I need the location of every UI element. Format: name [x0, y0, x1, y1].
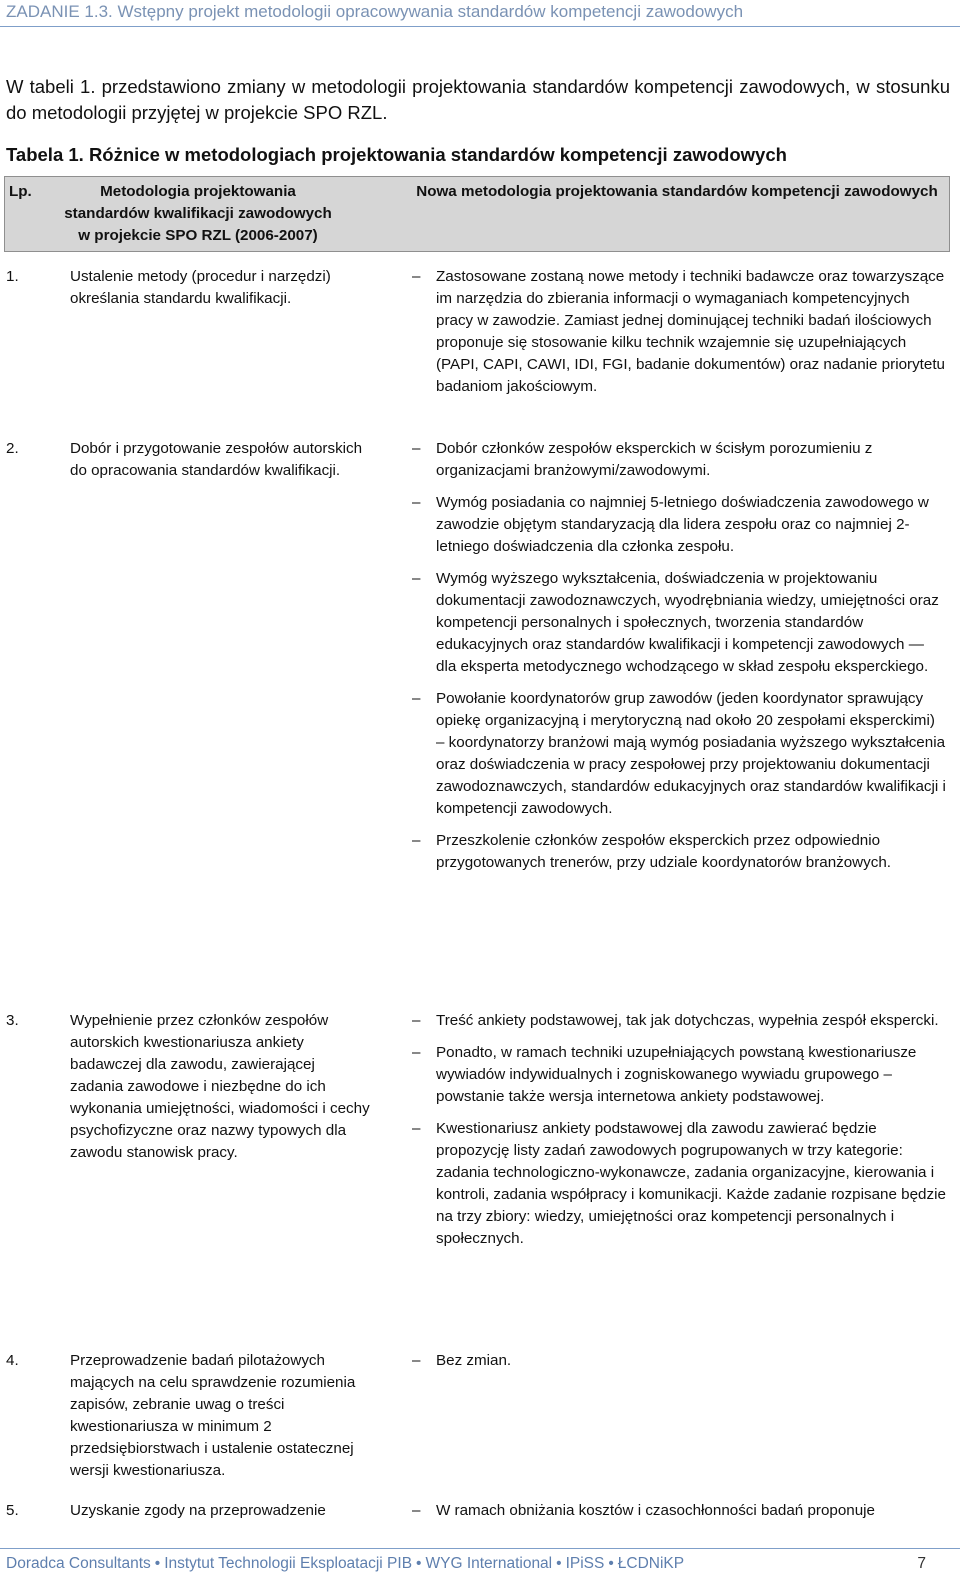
list-item: – Dobór członków zespołów eksperckich w ścisłym porozumieniu z organizacjami branżowymi/zawodowymi.: [436, 438, 946, 482]
list-item: – Ponadto, w ramach techniki uzupełniających powstaną kwestionariusze wywiadów indywidualnych i zogniskowanego wywiadu grupowego – powstanie także wersja internetowa ankiety podstawowej.: [436, 1042, 946, 1108]
partner-name: IPiSS: [565, 1555, 605, 1572]
partner-name: Instytut Technologii Eksploatacji PIB: [164, 1555, 413, 1572]
row-number: 1.: [6, 268, 19, 285]
list-item: – W ramach obniżania kosztów i czasochłonności badań proponuje: [436, 1500, 946, 1522]
bullet-icon: •: [416, 1555, 422, 1572]
header-old-methodology: Metodologia projektowania standardów kwalifikacji zawodowych w projekcie SPO RZL (2006-2007): [64, 183, 332, 244]
old-methodology-cell: Ustalenie metody (procedur i narzędzi) określania standardu kwalifikacji.: [70, 268, 331, 307]
new-methodology-cell: [436, 1350, 946, 1382]
partner-name: WYG International: [425, 1555, 553, 1572]
new-methodology-cell: [436, 1010, 946, 1260]
header-title: ZADANIE 1.3. Wstępny projekt metodologii opracowywania standardów kompetencji zawodowych: [6, 2, 744, 21]
page-footer: [0, 1548, 960, 1582]
table-row: [4, 438, 950, 1010]
new-methodology-cell: [436, 1500, 946, 1532]
table-row: [4, 1010, 950, 1350]
bullet-icon: •: [556, 1555, 562, 1572]
list-item: – Wymóg posiadania co najmniej 5-letniego doświadczenia zawodowego w zawodzie objętym standaryzacją dla lidera zespołu oraz co najmniej 2-letniego doświadczenia dla członka zespołu.: [436, 492, 946, 558]
list-item: – Przeszkolenie członków zespołów eksperckich przez odpowiednio przygotowanych trenerów, przy udziale koordynatorów branżowych.: [436, 830, 946, 874]
list-item: – Treść ankiety podstawowej, tak jak dotychczas, wypełnia zespół ekspercki.: [436, 1010, 946, 1032]
list-item: – Powołanie koordynatorów grup zawodów (jeden koordynator sprawujący opiekę organizacyjną i merytoryczną nad około 20 zespołami eksperckimi) – koordynatorzy branżowi mają wymóg posiadania wyższego wykształcenia oraz doświadczenia w pracy zespołowej przy projektowaniu dokumentacji zawodoznawczych, standardów edukacyjnych oraz standardów kwalifikacji i kompetencji zawodowych.: [436, 688, 946, 820]
new-methodology-cell: [436, 438, 946, 884]
table-header-row: [4, 176, 950, 252]
old-methodology-cell: Wypełnienie przez członków zespołów autorskich kwestionariusza ankiety badawczej dla zawodu, zawierającej zadania zawodowe i niezbędne do ich wykonania umiejętności, wiadomości i cechy psychofizyczne oraz nazwy typowych dla zawodu stanowisk pracy.: [70, 1012, 370, 1161]
bullet-icon: •: [154, 1555, 161, 1572]
row-number: 5.: [6, 1502, 19, 1519]
table-caption: Tabela 1. Różnice w metodologiach projektowania standardów kompetencji zawodowych: [6, 144, 787, 165]
partner-name: ŁCDNiKP: [617, 1555, 685, 1572]
page-header: [0, 0, 960, 27]
table-row: [4, 1500, 950, 1530]
list-item: – Wymóg wyższego wykształcenia, doświadczenia w projektowaniu dokumentacji zawodoznawczych, wyodrębniania wiedzy, umiejętności oraz kompetencji personalnych i społecznych, tworzenia standardów edukacyjnych oraz standardów kwalifikacji i kompetencji zawodowych — dla eksperta metodycznego wchodzącego w skład zespołu eksperckiego.: [436, 568, 946, 678]
row-number: 3.: [6, 1012, 19, 1029]
page-number: 7: [917, 1555, 926, 1572]
partner-name: Doradca Consultants: [6, 1555, 151, 1572]
old-methodology-cell: Uzyskanie zgody na przeprowadzenie: [70, 1502, 326, 1519]
table-row: [4, 266, 950, 438]
table-row: [4, 1350, 950, 1500]
row-number: 4.: [6, 1352, 19, 1369]
header-new-methodology: Nowa metodologia projektowania standardów kompetencji zawodowych: [416, 183, 938, 200]
row-number: 2.: [6, 440, 19, 457]
bullet-icon: •: [608, 1555, 614, 1572]
old-methodology-cell: Przeprowadzenie badań pilotażowych mających na celu sprawdzenie rozumienia zapisów, zebranie uwag o treści kwestionariusza w minimum 2 przedsiębiorstwach i ustalenie ostatecznej wersji kwestionariusza.: [70, 1352, 356, 1479]
list-item: – Kwestionariusz ankiety podstawowej dla zawodu zawierać będzie propozycję listy zadań zawodowych pogrupowanych w trzy kategorie: zadania technologiczno-wykonawcze, zadania organizacyjne, kierowania i kontroli, zadania współpracy i komunikacji. Każde zadanie rozpisane będzie na trzy zbiory: wiedzy, umiejętności oraz kompetencji personalnych i społecznych.: [436, 1118, 946, 1250]
header-lp: Lp.: [9, 183, 32, 200]
intro-paragraph: W tabeli 1. przedstawiono zmiany w metodologii projektowania standardów kompetencji zawodowych, w stosunku do metodologii przyjętej w projekcie SPO RZL.: [6, 76, 950, 123]
list-item: – Bez zmian.: [436, 1350, 946, 1372]
new-methodology-cell: [436, 266, 946, 408]
list-item: – Zastosowane zostaną nowe metody i techniki badawcze oraz towarzyszące im narzędzia do zbierania informacji o wymaganiach kompetencyjnych pracy w zawodzie. Zamiast jednej dominującej techniki badań ilościowych proponuje się stosowanie kilku technik wzajemnie się uzupełniających (PAPI, CAPI, CAWI, IDI, FGI, badanie dokumentów) oraz nadanie priorytetu badaniom jakościowym.: [436, 266, 946, 398]
footer-partners: [6, 1555, 684, 1573]
old-methodology-cell: Dobór i przygotowanie zespołów autorskich do opracowania standardów kwalifikacji.: [70, 440, 363, 479]
comparison-table: [4, 176, 950, 1530]
